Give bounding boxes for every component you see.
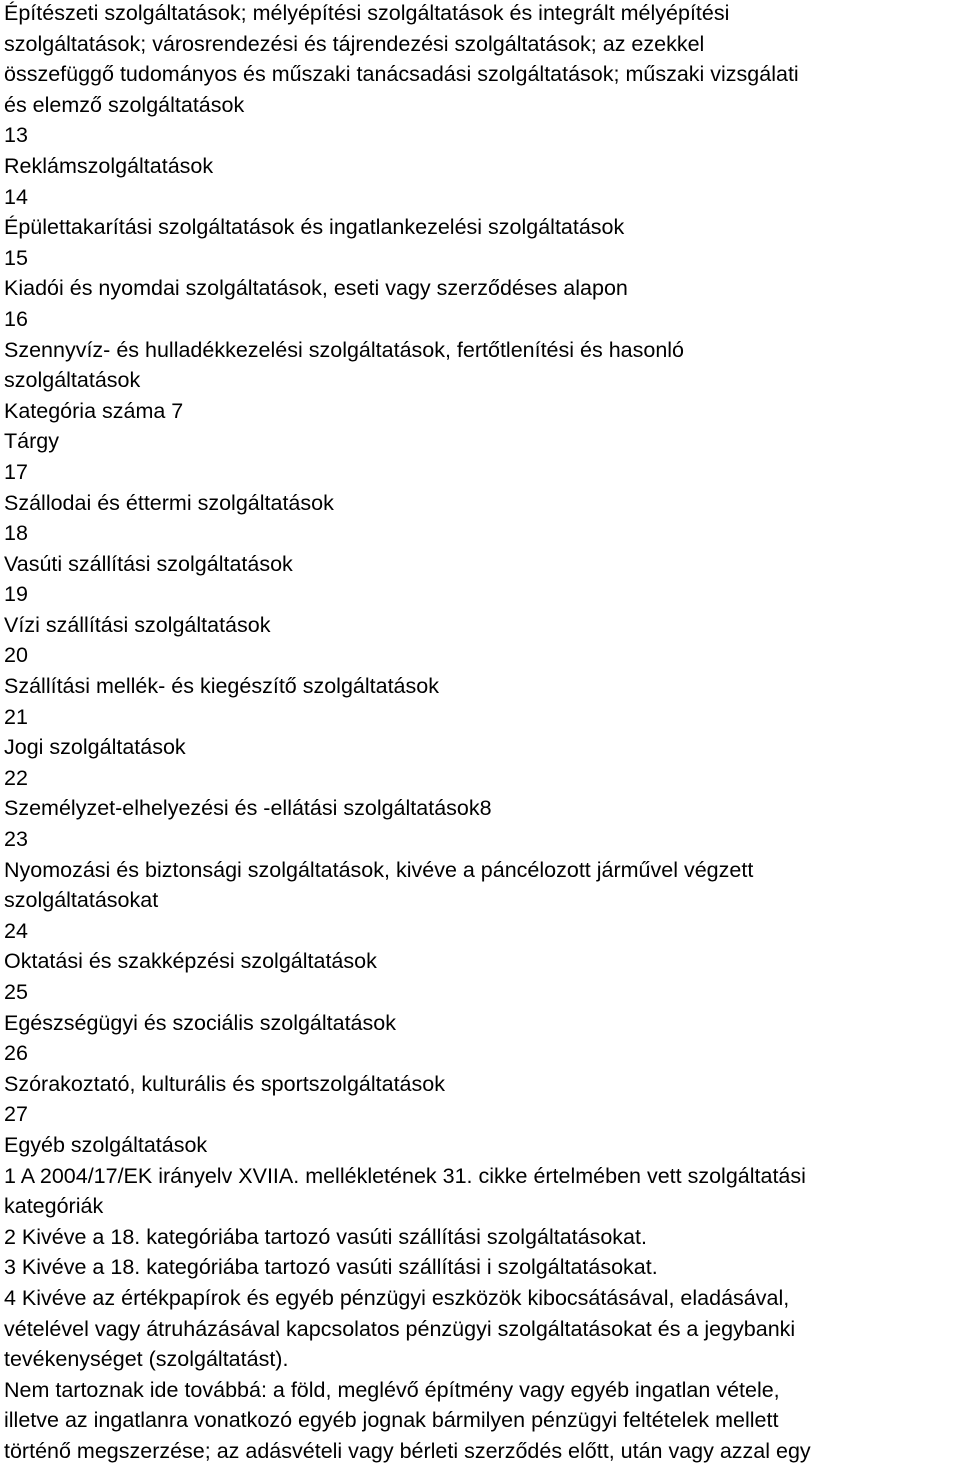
- footnote: 1 A 2004/17/EK irányelv XVIIA. mellékletének 31. cikke értelmében vett szolgáltatási: [4, 1163, 806, 1188]
- category-title: Személyzet-elhelyezési és -ellátási szolgáltatások8: [4, 796, 492, 821]
- footnote: vételével vagy átruházásával kapcsolatos pénzügyi szolgáltatásokat és a jegybanki: [4, 1316, 796, 1341]
- category-number: 23: [4, 827, 28, 852]
- text-line: Építészeti szolgáltatások; mélyépítési szolgáltatások és integrált mélyépítési: [4, 1, 730, 25]
- text-line: összefüggő tudományos és műszaki tanácsadási szolgáltatások; műszaki vizsgálati: [4, 62, 799, 87]
- category-title: Egészségügyi és szociális szolgáltatások: [4, 1010, 396, 1035]
- footnote: kategóriák: [4, 1194, 104, 1219]
- category-number: 21: [4, 704, 28, 729]
- category-title: Reklámszolgáltatások: [4, 153, 214, 178]
- category-number: 24: [4, 918, 28, 943]
- category-number: 19: [4, 582, 28, 607]
- text-line: és elemző szolgáltatások: [4, 92, 245, 117]
- category-title: Épülettakarítási szolgáltatások és ingatlankezelési szolgáltatások: [4, 215, 625, 240]
- footnote: történő megszerzése; az adásvételi vagy bérleti szerződés előtt, után vagy azzal egy: [4, 1438, 811, 1463]
- category-number: 16: [4, 306, 28, 331]
- footnote: 2 Kivéve a 18. kategóriába tartozó vasúti szállítási szolgáltatásokat.: [4, 1224, 647, 1249]
- category-title: szolgáltatások: [4, 368, 141, 393]
- footnote: tevékenységet (szolgáltatást).: [4, 1347, 289, 1372]
- category-title: Vízi szállítási szolgáltatások: [4, 612, 271, 637]
- footnote: Nem tartoznak ide továbbá: a föld, meglévő építmény vagy egyéb ingatlan vétele,: [4, 1377, 780, 1402]
- footnote: 4 Kivéve az értékpapírok és egyéb pénzügyi eszközök kibocsátásával, eladásával,: [4, 1285, 790, 1310]
- category-title: Szennyvíz- és hulladékkezelési szolgáltatások, fertőtlenítési és hasonló: [4, 337, 685, 362]
- category-number: 17: [4, 459, 28, 484]
- table-heading: Tárgy: [4, 429, 59, 454]
- category-number: 13: [4, 123, 28, 148]
- category-number: 26: [4, 1041, 28, 1066]
- category-title: Jogi szolgáltatások: [4, 735, 186, 760]
- category-title: szolgáltatásokat: [4, 888, 159, 913]
- category-title: Nyomozási és biztonsági szolgáltatások, kivéve a páncélozott járművel végzett: [4, 857, 754, 882]
- category-number: 25: [4, 980, 28, 1004]
- category-title: Oktatási és szakképzési szolgáltatások: [4, 949, 377, 974]
- category-title: Szállodai és éttermi szolgáltatások: [4, 490, 334, 515]
- category-number: 20: [4, 643, 28, 668]
- category-number: 22: [4, 765, 28, 790]
- table-heading: Kategória száma 7: [4, 398, 184, 423]
- footnote: 3 Kivéve a 18. kategóriába tartozó vasúti szállítási i szolgáltatásokat.: [4, 1255, 658, 1280]
- category-number: 14: [4, 184, 28, 209]
- category-number: 18: [4, 521, 28, 546]
- text-line: szolgáltatások; városrendezési és tájrendezési szolgáltatások; az ezekkel: [4, 31, 705, 56]
- category-title: Szórakoztató, kulturális és sportszolgáltatások: [4, 1071, 445, 1096]
- category-number: 15: [4, 245, 28, 270]
- category-title: Kiadói és nyomdai szolgáltatások, eseti vagy szerződéses alapon: [4, 276, 628, 301]
- category-title: Vasúti szállítási szolgáltatások: [4, 551, 293, 576]
- category-title: Szállítási mellék- és kiegészítő szolgáltatások: [4, 674, 439, 699]
- category-title: Egyéb szolgáltatások: [4, 1132, 208, 1157]
- category-number: 27: [4, 1102, 28, 1127]
- footnote: illetve az ingatlanra vonatkozó egyéb jognak bármilyen pénzügyi feltételek mellett: [4, 1408, 779, 1433]
